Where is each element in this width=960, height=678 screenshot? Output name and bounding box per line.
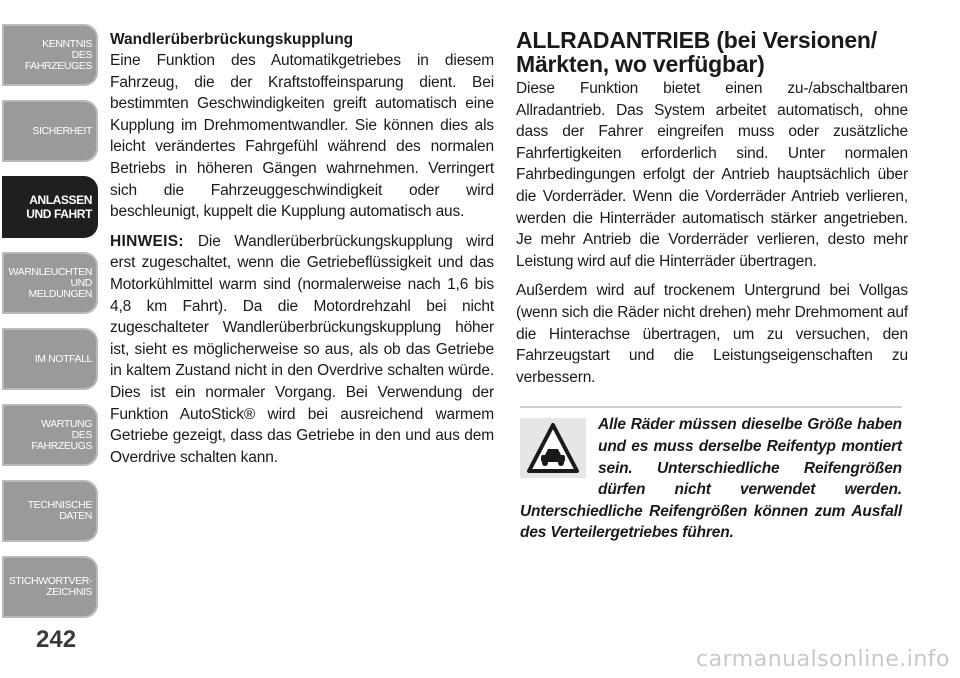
tab-stichwortverzeichnis[interactable] — [2, 556, 98, 618]
tab-label: IM NOTFALL — [34, 352, 92, 365]
warning-box — [520, 406, 902, 544]
tab-label: WARTUNG DES FAHRZEUGS — [31, 417, 92, 452]
note-text: Die Wandlerüberbrückungskupplung wird erst zugeschaltet, wenn die Getriebeflüssigkeit und das Motorkühlmittel warm sind (normalerweise nach 1,6 bis 4,8 km Fahrt). Da die Motordrehzahl bei nicht zugeschalteter Wandlerüberbrückungskupplung höher ist, sieht es möglicherweise so aus, als ob das Getriebe in kaltem Zustand nicht in den Overdrive schalten würde. Dies ist ein normaler Vorgang. Bei Verwendung der Funktion AutoStick® wird bei ausreichend warmem Getriebe gezeigt, dass das Getriebe in den und aus dem Overdrive schalten kann. — [110, 232, 494, 466]
section-heading: ALLRADANTRIEB (bei Versionen/ Märkten, wo verfügbar) — [516, 27, 877, 77]
warning-text: Alle Räder müssen dieselbe Größe haben und es muss derselbe Reifentyp montiert sein. Unterschiedliche Reifengrößen dürfen nicht verwendet werden. Unterschiedliche Reifengrößen können zum Ausfall des Verteilergetriebes führen. — [520, 416, 902, 542]
page-number: 242 — [36, 626, 77, 653]
section-subheading: Wandlerüberbrückungskupplung — [110, 31, 354, 48]
tab-sicherheit[interactable] — [2, 100, 98, 162]
tab-label: ANLASSEN UND FAHRT — [26, 193, 92, 221]
body-paragraph: Eine Funktion des Automatikgetriebes in diesem Fahrzeug, die der Kraftstoffeinsparung dient. Bei bestimmten Geschwindigkeiten greift automatisch eine Kupplung im Drehmomentwandler. Sie können dies als leicht verändertes Fahrgefühl während des normalen Betriebs in höheren Gängen wahrnehmen. Verringert sich die Fahrzeuggeschwindigkeit oder wird beschleunigt, kuppelt die Kupplung automatisch aus. — [110, 52, 494, 221]
tab-kenntnis-des-fahrzeuges[interactable] — [2, 24, 98, 86]
tab-label: SICHERHEIT — [32, 124, 92, 137]
watermark: carmanualsonline.info — [696, 647, 950, 672]
tab-wartung[interactable] — [2, 404, 98, 466]
left-column — [110, 28, 494, 468]
tab-label: WARNLEUCHTEN UND MELDUNGEN — [8, 265, 92, 300]
right-column — [516, 28, 908, 544]
tab-warnleuchten[interactable] — [2, 252, 98, 314]
tab-label: TECHNISCHE DATEN — [27, 499, 92, 522]
body-paragraph: Außerdem wird auf trockenem Untergrund bei Vollgas (wenn sich die Räder nicht drehen) mehr Drehmoment auf die Hinterachse übertragen, um zu versuchen, den Fahrzeugstart und die Leistungseigenschaften zu verbessern. — [516, 282, 908, 386]
note-paragraph — [110, 231, 494, 469]
warning-icon — [520, 418, 586, 478]
tab-label: KENNTNIS DES FAHRZEUGES — [24, 37, 92, 72]
tab-technische-daten[interactable] — [2, 480, 98, 542]
note-label: HINWEIS: — [110, 232, 184, 250]
tab-anlassen-und-fahrt[interactable] — [2, 176, 98, 238]
tab-im-notfall[interactable] — [2, 328, 98, 390]
body-paragraph: Diese Funktion bietet einen zu-/abschaltbaren Allradantrieb. Das System arbeitet automatisch, ohne dass der Fahrer eingreifen muss oder zusätzliche Fahrfertigkeiten erforderlich sind. Unter normalen Fahrbedingungen erfolgt der Antrieb hauptsächlich über die Vorderräder. Wenn die Vorderräder Antrieb verlieren, werden die Hinterräder automatisch stärker angetrieben. Je mehr Antrieb die Vorderräder verlieren, desto mehr Leistung wird auf die Hinterräder übertragen. — [516, 80, 908, 270]
tab-label: STICHWORTVER- ZEICHNIS — [8, 575, 92, 598]
